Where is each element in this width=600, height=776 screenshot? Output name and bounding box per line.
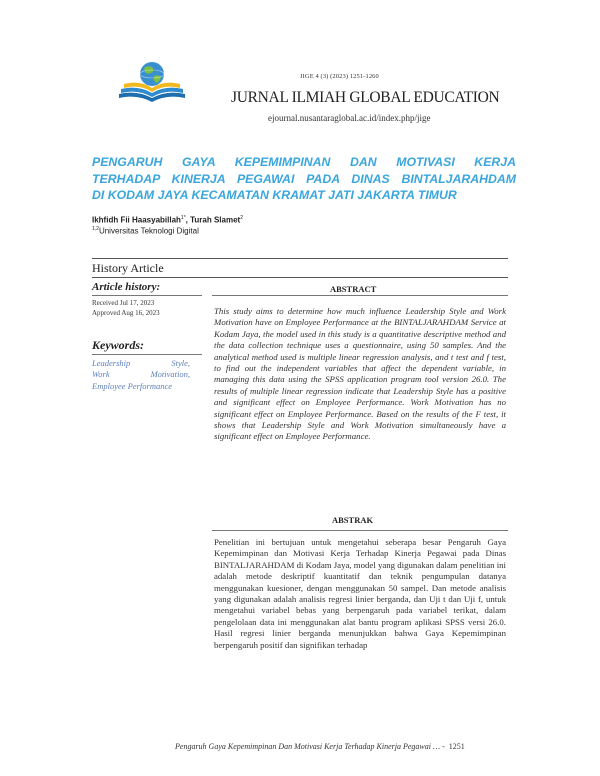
abstrak-heading: ABSTRAK [332, 515, 374, 525]
paper-title [92, 154, 516, 204]
keyword-list [92, 358, 190, 392]
abstract-heading: ABSTRACT [330, 284, 377, 294]
abstract-text: This study aims to determine how much influence Leadership Style and Work Motivation have on Employee Performance at the BINTALJARAHDAM Service at Kodam Jaya, the model used in this study is a quantitative descriptive method and the data collection technique uses a questionnaire, using 50 samples. And the analytical method used is multiple linear regression analysis, and t test and f test, to find out the independent variables that affect the dependent variable, in managing this data using the SPSS application program tool version 26.0. The results of multiple linear regression indicate that Leadership Style has a positive and significant effect on Employee Performance. Work Motivation has no significant effect on Employee Performance. Based on the results of the F test, it shows that Leadership Style and Work Motivation simultaneously have a significant effect on Employee Performance. [214, 306, 506, 442]
author-name: Turah Slamet [190, 215, 241, 225]
page-footer [175, 742, 465, 751]
abstrak-text: Penelitian ini bertujuan untuk mengetahui seberapa besar Pengaruh Gaya Kepemimpinan dan Motivasi Kerja Terhadap Kinerja Pegawai pada Dinas BINTALJARAHDAM di Kodam Jaya, model yang digunakan dalam penelitian ini adalah metode deskriptif kuantitatif dan teknik pengumpulan datanya menggunakan kuesioner, dengan menggunakan 50 sampel. Dan metode analisis yang digunakan adalah analisis regresi linier berganda, dan Uji t dan Uji f, untuk mengetahui variabel bebas yang berpengaruh pada variabel terikat, dalam pengelolaan data ini menggunakan alat bantu program aplikasi SPSS versi 26.0. Hasil regresi linier berganda menunjukkan bahwa Gaya Kepemimpinan berpengaruh positif dan signifikan terhadap [214, 537, 506, 650]
keyword-item: Employee Performance [92, 380, 173, 391]
journal-title: JURNAL ILMIAH GLOBAL EDUCATION [231, 89, 500, 106]
keyword-item: Work Motivation, [92, 369, 190, 380]
divider [92, 277, 508, 278]
keywords-heading: Keywords: [92, 338, 144, 352]
author-name: Ikhfidh Fii Haasyabillah [92, 215, 181, 225]
divider [92, 354, 202, 355]
article-history-heading: Article history: [92, 281, 161, 293]
article-dates [92, 298, 160, 318]
journal-url[interactable]: ejournal.nusantaraglobal.ac.id/index.php/jige [268, 113, 431, 123]
open-book-globe-logo-icon [118, 58, 186, 114]
affiliation-text: Universitas Teknologi Digital [98, 226, 199, 236]
received-date: Received Jul 17, 2023 [92, 299, 155, 307]
page-number: 1251 [448, 742, 465, 751]
author-sup: 1* [180, 215, 186, 221]
paper-title-line: DI KODAM JAYA KECAMATAN KRAMAT JATI JAKARTA TIMUR [92, 188, 457, 202]
author-list: Ikhfidh Fii Haasyabillah$^{1*}$, Turah Slamet$^2$ [92, 215, 243, 225]
history-heading: History Article [92, 261, 164, 275]
divider [212, 530, 508, 531]
paper-title-line: TERHADAP KINERJA PEGAWAI PADA DINAS BINTALJARAHDAM [92, 171, 516, 186]
approved-date: Approved Aug 16, 2023 [92, 309, 160, 317]
author-sup: 2 [240, 215, 243, 221]
keyword-item: Leadership Style, [92, 358, 190, 368]
divider [212, 295, 508, 296]
divider [92, 295, 202, 296]
divider [92, 258, 508, 259]
running-title: Pengaruh Gaya Kepemimpinan Dan Motivasi Kerja Terhadap Kinerja Pegawai … - [175, 742, 445, 751]
affiliation-sup: 1,2 [92, 226, 99, 232]
paper-title-line: PENGARUH GAYA KEPEMIMPINAN DAN MOTIVASI KERJA [92, 155, 516, 169]
affiliation [92, 226, 199, 236]
journal-meta: JIGE 4 (3) (2023) 1251-1260 [300, 73, 379, 80]
